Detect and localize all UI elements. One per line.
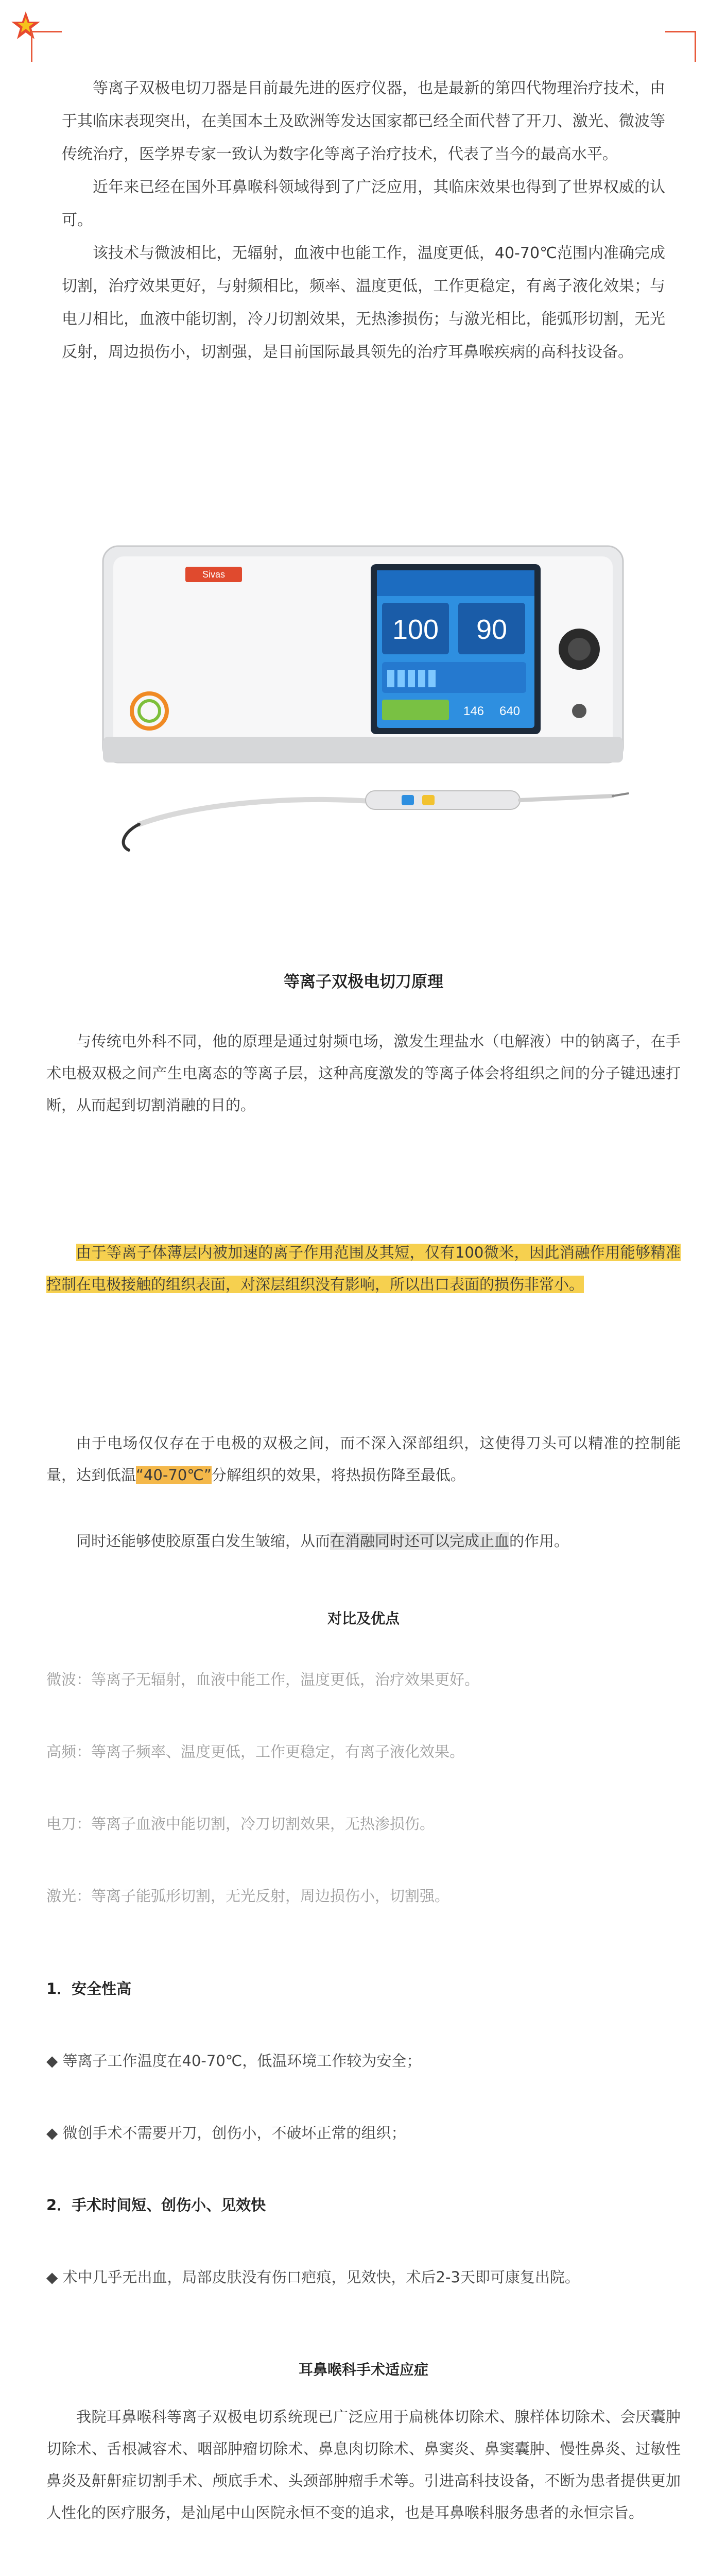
indications-paragraph: 我院耳鼻喉科等离子双极电切系统现已广泛应用于扁桃体切除术、腺样体切除术、会厌囊肿切除术、舌根减容术、咽部肿瘤切除术、鼻息肉切除术、鼻窦炎、鼻窦囊肿、慢性鼻炎、过敏性鼻炎及鼾鼾症切割手术、颅底手术、头颈部肿瘤手术等。引进高科技设备，不断为患者提供更加人性化的医疗服务，是汕尾中山医院永恒不变的追求，也是耳鼻喉科服务患者的永恒宗旨。 (46, 2408, 681, 2521)
advantage-heading-1: 1．安全性高 (46, 1980, 132, 1997)
intro-paragraph-2: 近年来已经在国外耳鼻喉科领域得到了广泛应用，其临床效果也得到了世界权威的认可。 (62, 178, 665, 229)
advantage-bullet-1: ◆ 等离子工作温度在40-70℃，低温环境工作较为安全； (46, 2052, 422, 2070)
display-right-value: 90 (476, 614, 508, 645)
intro-text-box (51, 72, 676, 369)
intro-paragraph-1: 等离子双极电切刀器是目前最先进的医疗仪器，也是最新的第四代物理治疗技术，由于其临床表现突出，在美国本土及欧洲等发达国家都已经全面代替了开刀、激光、微波等传统治疗，医学界专家一致认为数字化等离子治疗技术，代表了当今的最高水平。 (62, 79, 665, 163)
compare-line-highfreq: 高频：等离子频率、温度更低，工作更稳定，有离子液化效果。 (46, 1743, 465, 1760)
intro-paragraph-3: 该技术与微波相比，无辐射，血液中也能工作，温度更低，40-70℃范围内准确完成切割，治疗效果更好，与射频相比，频率、温度更低，工作更稳定，有离子液化效果；与电刀相比，血液中能切割，冷刀切割效果，无热渗损伤；与激光相比，能弧形切割，无光反射，周边损伤小，切割强，是目前国际最具领先的治疗耳鼻喉疾病的高科技设备。 (62, 244, 665, 361)
hemostasis-highlight: 在消融同时还可以完成止血 (330, 1532, 510, 1550)
principle-p4-text-a: 同时还能够使胶原蛋白发生皱缩，从而 (76, 1532, 331, 1550)
display-status-right: 640 (499, 704, 521, 718)
compare-line-microwave: 微波：等离子无辐射，血液中能工作，温度更低，治疗效果更好。 (46, 1671, 480, 1688)
principle-title: 等离子双极电切刀原理 (284, 973, 443, 991)
advantage-bullet-3: ◆ 术中几乎无出血，局部皮肤没有伤口疤痕，见效快，术后2-3天即可康复出院。 (46, 2268, 580, 2286)
principle-p4-text-b: 的作用。 (509, 1532, 569, 1550)
compare-title: 对比及优点 (327, 1610, 400, 1627)
indications-title: 耳鼻喉科手术适应症 (298, 2361, 428, 2378)
compare-line-electrosurgical: 电刀：等离子血液中能切割，冷刀切割效果，无热渗损伤。 (46, 1815, 435, 1833)
display-status-left: 146 (463, 704, 484, 718)
compare-line-laser: 激光：等离子能弧形切割，无光反射，周边损伤小，切割强。 (46, 1887, 450, 1905)
principle-paragraph-4 (46, 1525, 681, 1557)
principle-paragraph-2 (46, 1236, 681, 1300)
principle-paragraph-1: 与传统电外科不同，他的原理是通过射频电场，激发生理盐水（电解液）中的钠离子，在手术电极双极之间产生电离态的等离子层，这种高度激发的等离子体会将组织之间的分子键迅速打断，从而起到切割消融的目的。 (46, 1032, 681, 1114)
brand-label: Sivas (202, 569, 226, 580)
principle-paragraph-3 (46, 1427, 681, 1491)
principle-highlight-1: 由于等离子体薄层内被加速的离子作用范围及其短，仅有100微米，因此消融作用能够精准控制在电极接触的组织表面，对深层组织没有影响，所以出口表面的损伤非常小。 (46, 1244, 681, 1293)
advantage-bullet-2: ◆ 微创手术不需要开刀，创伤小，不破坏正常的组织； (46, 2124, 406, 2142)
principle-p3-text-a: 由于电场仅仅存在于电极的双极之间，而不深入深部组织，这使得刀头可以精准的控制能量，达到低温 (46, 1434, 681, 1484)
display-left-value: 100 (392, 614, 439, 645)
frame-corner-top-right (665, 31, 696, 62)
principle-p3-text-b: 分解组织的效果，将热损伤降至最低。 (211, 1466, 465, 1484)
frame-corner-top-left (31, 31, 62, 62)
advantage-heading-2: 2．手术时间短、创伤小、见效快 (46, 2196, 266, 2214)
temperature-highlight: “40-70℃” (136, 1466, 212, 1484)
device-image (93, 536, 633, 907)
